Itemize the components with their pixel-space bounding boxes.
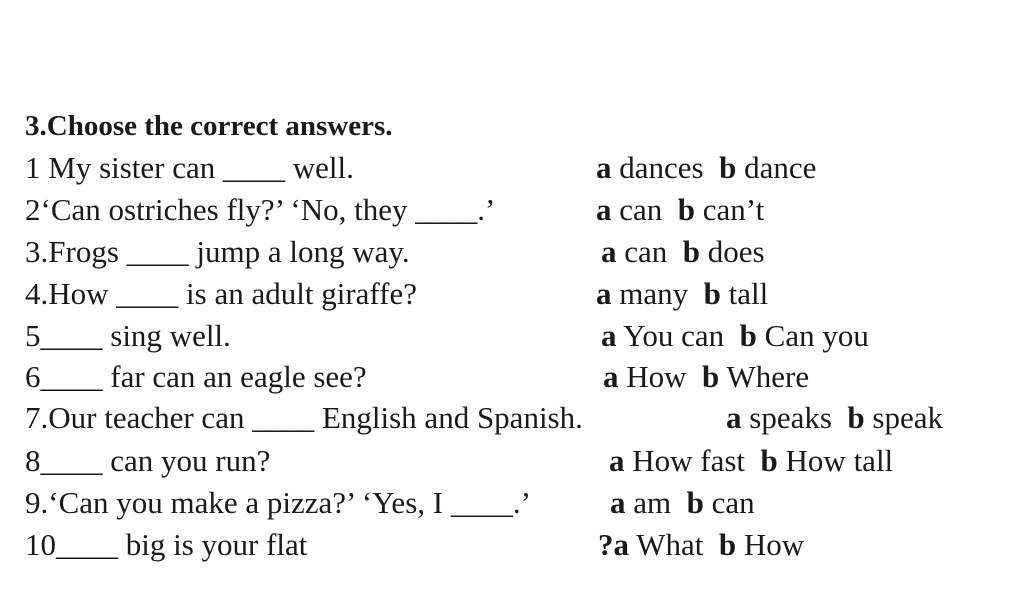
question-text-post: is an adult giraffe? bbox=[178, 276, 418, 311]
option-a-text: can bbox=[611, 192, 663, 227]
options-8 bbox=[609, 445, 893, 476]
options-5 bbox=[601, 320, 869, 351]
option-b-letter: b bbox=[760, 443, 778, 478]
question-text-pre: 1 My sister can bbox=[25, 150, 224, 185]
options-3 bbox=[601, 236, 765, 267]
options-1 bbox=[596, 152, 816, 183]
question-9 bbox=[25, 487, 531, 518]
answer-blank: ____ bbox=[252, 400, 315, 435]
question-text-post: jump a long way. bbox=[188, 234, 410, 269]
question-text-post: well. bbox=[285, 150, 354, 185]
option-b-letter: b bbox=[682, 234, 701, 269]
option-b-letter: b bbox=[847, 400, 865, 435]
option-b-text: can bbox=[703, 485, 755, 520]
option-a-letter: a bbox=[609, 443, 625, 478]
option-a-letter: a bbox=[596, 192, 612, 227]
question-6 bbox=[25, 361, 367, 392]
question-text-pre: 9.‘Can you make a pizza?’ ‘Yes, I bbox=[25, 485, 451, 520]
options-2 bbox=[596, 194, 764, 225]
option-a-letter: a bbox=[603, 359, 619, 394]
answer-blank: ____ bbox=[40, 359, 103, 394]
answer-blank: ____ bbox=[415, 192, 478, 227]
options-7 bbox=[726, 402, 943, 433]
question-2 bbox=[25, 194, 495, 225]
answer-blank: ____ bbox=[40, 318, 103, 353]
option-a-letter: a bbox=[726, 400, 742, 435]
option-b-letter: b bbox=[677, 192, 696, 227]
option-b-text: Can you bbox=[756, 318, 869, 353]
option-a-text: can bbox=[616, 234, 668, 269]
option-a-letter: a bbox=[601, 318, 617, 353]
answer-blank: ____ bbox=[116, 276, 179, 311]
option-a-text: dances bbox=[611, 150, 704, 185]
question-text-pre: 5 bbox=[25, 318, 41, 353]
option-a-letter: a bbox=[596, 276, 612, 311]
option-b-text: can’t bbox=[695, 192, 765, 227]
question-7 bbox=[25, 402, 583, 433]
question-text-post: .’ bbox=[477, 192, 496, 227]
question-text-post: .’ bbox=[512, 485, 531, 520]
exercise-heading: 3.Choose the correct answers. bbox=[25, 110, 393, 142]
question-text-pre: 8 bbox=[25, 443, 41, 478]
question-text-post: big is your flat bbox=[118, 527, 308, 562]
answer-blank: ____ bbox=[223, 150, 286, 185]
option-b-letter: b bbox=[703, 276, 721, 311]
answer-blank: ____ bbox=[56, 527, 118, 562]
option-b-text: does bbox=[700, 234, 765, 269]
option-b-letter: b bbox=[719, 150, 737, 185]
options-9 bbox=[610, 487, 755, 518]
option-a-text: speaks bbox=[741, 400, 832, 435]
question-text-pre: 3.Frogs bbox=[25, 234, 127, 269]
question-text-pre: 4.How bbox=[25, 276, 117, 311]
question-3 bbox=[25, 236, 410, 267]
option-b-text: How bbox=[736, 527, 805, 562]
option-a-text: How fast bbox=[624, 443, 746, 478]
answer-blank: ____ bbox=[450, 485, 513, 520]
options-10 bbox=[598, 529, 804, 560]
answer-blank: ____ bbox=[126, 234, 189, 269]
option-b-letter: b bbox=[718, 527, 737, 562]
option-b-text: dance bbox=[736, 150, 817, 185]
option-a-text: How bbox=[618, 359, 687, 394]
question-text-pre: 6 bbox=[25, 359, 41, 394]
question-text-post: English and Spanish. bbox=[314, 400, 583, 435]
question-text-pre: 7.Our teacher can bbox=[25, 400, 253, 435]
option-b-text: tall bbox=[720, 276, 769, 311]
question-text-post: sing well. bbox=[102, 318, 231, 353]
option-a-text: many bbox=[611, 276, 689, 311]
question-5 bbox=[25, 320, 231, 351]
option-b-text: speak bbox=[864, 400, 943, 435]
answer-blank: ____ bbox=[40, 443, 103, 478]
option-a-text: You can bbox=[616, 318, 725, 353]
option-a-letter: a bbox=[596, 150, 612, 185]
question-8 bbox=[25, 445, 270, 476]
option-a-letter: ?a bbox=[598, 527, 629, 562]
option-b-text: How tall bbox=[777, 443, 894, 478]
question-4 bbox=[25, 278, 417, 309]
question-text-post: far can an eagle see? bbox=[102, 359, 367, 394]
question-1 bbox=[25, 152, 354, 183]
option-a-letter: a bbox=[610, 485, 626, 520]
option-a-letter: a bbox=[601, 234, 617, 269]
question-10 bbox=[25, 529, 307, 560]
options-6 bbox=[603, 361, 809, 392]
options-4 bbox=[596, 278, 768, 309]
question-text-pre: 10 bbox=[25, 527, 56, 562]
option-a-text: am bbox=[625, 485, 672, 520]
option-b-letter: b bbox=[686, 485, 704, 520]
option-b-text: Where bbox=[719, 359, 810, 394]
option-b-letter: b bbox=[702, 359, 720, 394]
question-text-pre: 2‘Can ostriches fly?’ ‘No, they bbox=[25, 192, 416, 227]
option-a-text: What bbox=[629, 527, 704, 562]
option-b-letter: b bbox=[739, 318, 757, 353]
question-text-post: can you run? bbox=[102, 443, 271, 478]
